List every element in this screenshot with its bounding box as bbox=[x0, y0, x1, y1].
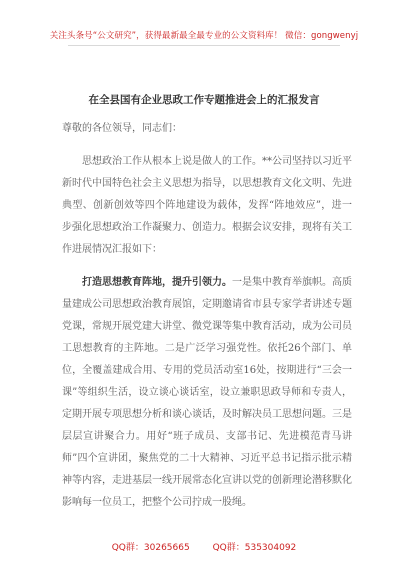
section-1-lead: 打造思想教育阵地，提升引领力。 bbox=[82, 277, 232, 288]
header-divider bbox=[68, 45, 340, 46]
section-1-paragraph bbox=[62, 272, 352, 514]
salutation: 尊敬的各位领导，同志们： bbox=[62, 123, 182, 134]
document-title: 在全县国有企业思政工作专题推进会上的汇报发言 bbox=[88, 94, 320, 106]
footer-qq-group-1: QQ群：30265665 bbox=[111, 543, 190, 553]
paragraph-spacer bbox=[62, 140, 352, 151]
document-body bbox=[62, 118, 352, 514]
intro-paragraph: 思想政治工作从根本上说是做人的工作。**公司坚持以习近平新时代中国特色社会主义思想为指导，以思想教育文化文明、先进典型、创新创效等四个阵地建设为载体，发挥“阵地效应”，进一步强化思想政治工作凝聚力、创造力。根据会议安排，现将有关工作进展情况汇报如下： bbox=[62, 156, 352, 255]
footer-contacts bbox=[0, 540, 408, 553]
footer-qq-group-2: QQ群：535304092 bbox=[212, 543, 297, 553]
header-banner: 关注头条号“公文研究”，获得最新最全最专业的公文资料库！ 微信：gongwenyj bbox=[49, 31, 359, 41]
section-1-body: 一是集中教育举旗帜。高质量建成公司思想政治教育展馆，定期邀请省市县专家学者讲述专题党课，常规开展党建大讲堂、微党课等集中教育活动，成为公司员工思想教育的主阵地。二是广泛学习强党性。依托26个部门、单位，全覆盖建成合用、专用的党员活动室16处，按期进行“三会一课”等组织生活，设立谈心谈话室，设立兼职思政导师和专责人，定期开展专项思想分析和谈心谈话，及时解决员工思想问题。三是层层宣讲聚合力。用好“班子成员、支部书记、先进模范青马讲师”四个宣讲团，聚焦党的二十大精神、习近平总书记指示批示精神等内容，走进基层一线开展常态化宣讲以党的创新理论潜移默化影响每一位员工，把整个公司拧成一股绳。 bbox=[62, 277, 352, 508]
paragraph-spacer bbox=[62, 261, 352, 272]
